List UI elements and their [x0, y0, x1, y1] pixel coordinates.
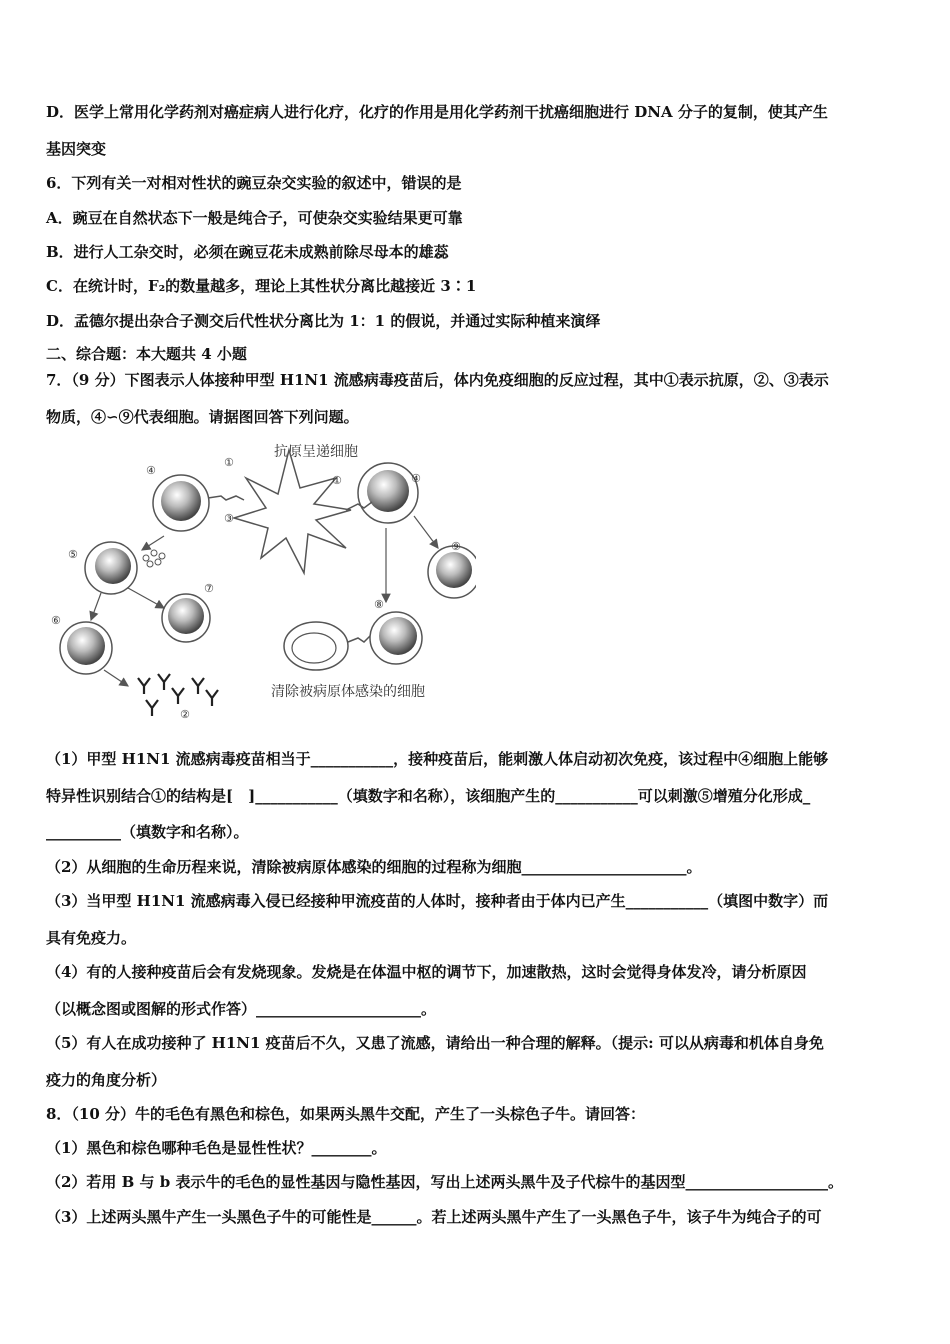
- option-5d-line2: 基因突变: [46, 140, 107, 158]
- q7-part3-line2: 具有免疫力。: [46, 929, 137, 947]
- section-2-heading: 二、综合题：本大题共 4 小题: [46, 345, 247, 363]
- q7-part4-line1: （4）有的人接种疫苗后会有发烧现象。发烧是在体温中枢的调节下，加速散热，这时会觉得身体发冷，请分析原因: [46, 963, 807, 981]
- infected-cell: [284, 622, 348, 670]
- q8-part2: （2）若用 B 与 b 表示牛的毛色的显性基因与隐性基因，写出上述两头黑牛及子代棕牛的基因型___________________。: [46, 1173, 843, 1191]
- label-3: ③: [224, 512, 234, 525]
- immune-response-diagram: [46, 438, 476, 728]
- cell-4-right: [358, 463, 418, 523]
- cell-9-shape: [428, 546, 476, 598]
- clear-infected-cell-label: 清除被病原体感染的细胞: [271, 684, 425, 700]
- label-9: ⑨: [451, 540, 461, 553]
- question-6-option-a: A．豌豆在自然状态下一般是纯合子，可使杂交实验结果更可靠: [46, 209, 463, 227]
- label-2: ②: [180, 708, 190, 721]
- question-7-stem-line1: 7．（9 分）下图表示人体接种甲型 H1N1 流感病毒疫苗后，体内免疫细胞的反应过程，其中①表示抗原，②、③表示: [46, 371, 829, 389]
- label-4-left: ④: [146, 464, 156, 477]
- cell-8: [370, 612, 422, 664]
- label-4-right: ④: [411, 472, 421, 485]
- question-8-stem: 8．（10 分）牛的毛色有黑色和棕色，如果两头黑牛交配，产生了一头棕色子牛。请回答：: [46, 1105, 646, 1123]
- antigen-presenting-cell: [234, 450, 351, 573]
- question-6-option-c: C．在统计时，F₂的数量越多，理论上其性状分离比越接近 3∶1: [46, 277, 477, 295]
- question-7-stem-line2: 物质，④∽⑨代表细胞。请据图回答下列问题。: [46, 408, 359, 426]
- antibodies: [138, 674, 218, 716]
- label-6: ⑥: [51, 614, 61, 627]
- label-1-left: ①: [224, 456, 234, 469]
- cell-5: [85, 542, 137, 594]
- q7-part3-line1: （3）当甲型 H1N1 流感病毒入侵已经接种甲流疫苗的人体时，接种者由于体内已产生___________（填图中数字）而: [46, 892, 829, 910]
- q8-part1: （1）黑色和棕色哪种毛色是显性性状？________。: [46, 1139, 387, 1157]
- q7-part1-line2: 特异性识别结合①的结构是[ ]___________（填数字和名称），该细胞产生的___________可以刺激⑤增殖分化形成_: [46, 787, 811, 805]
- q7-part2: （2）从细胞的生命历程来说，清除被病原体感染的细胞的过程称为细胞______________________。: [46, 858, 702, 876]
- cell-4-left: [153, 475, 209, 531]
- q8-part3: （3）上述两头黑牛产生一头黑色子牛的可能性是______。若上述两头黑牛产生了一头黑色子牛，该子牛为纯合子的可: [46, 1208, 822, 1226]
- cell-7: [162, 594, 210, 642]
- receptor-binding-left: [208, 496, 244, 500]
- q7-part5-line2: 疫力的角度分析）: [46, 1071, 167, 1089]
- question-6-option-b: B．进行人工杂交时，必须在豌豆花未成熟前除尽母本的雄蕊: [46, 243, 449, 261]
- q7-part5-line1: （5）有人在成功接种了 H1N1 疫苗后不久，又患了流感，请给出一种合理的解释。（提示: 可以从病毒和机体自身免: [46, 1034, 824, 1052]
- question-6-option-d: D．孟德尔提出杂合子测交后代性状分离比为 1：1 的假说，并通过实际种植来演绎: [46, 312, 601, 330]
- label-1-right: ①: [332, 474, 342, 487]
- receptor-binding-8: [348, 636, 370, 642]
- apc-label: 抗原呈递细胞: [274, 444, 358, 460]
- secreted-substance: [143, 550, 165, 567]
- label-8: ⑧: [374, 598, 384, 611]
- q7-part4-line2: （以概念图或图解的形式作答）______________________。: [46, 1000, 437, 1018]
- question-6-stem: 6．下列有关一对相对性状的豌豆杂交实验的叙述中，错误的是: [46, 174, 462, 192]
- cell-6: [60, 622, 112, 674]
- q7-part1-line3: __________（填数字和名称）。: [46, 823, 249, 841]
- option-5d-line1: D．医学上常用化学药剂对癌症病人进行化疗，化疗的作用是用化学药剂干扰癌细胞进行 DNA 分子的复制，使其产生: [46, 103, 828, 121]
- label-7: ⑦: [204, 582, 214, 595]
- q7-part1-line1: （1）甲型 H1N1 流感病毒疫苗相当于___________，接种疫苗后，能刺激人体启动初次免疫，该过程中④细胞上能够: [46, 750, 829, 768]
- label-5: ⑤: [68, 548, 78, 561]
